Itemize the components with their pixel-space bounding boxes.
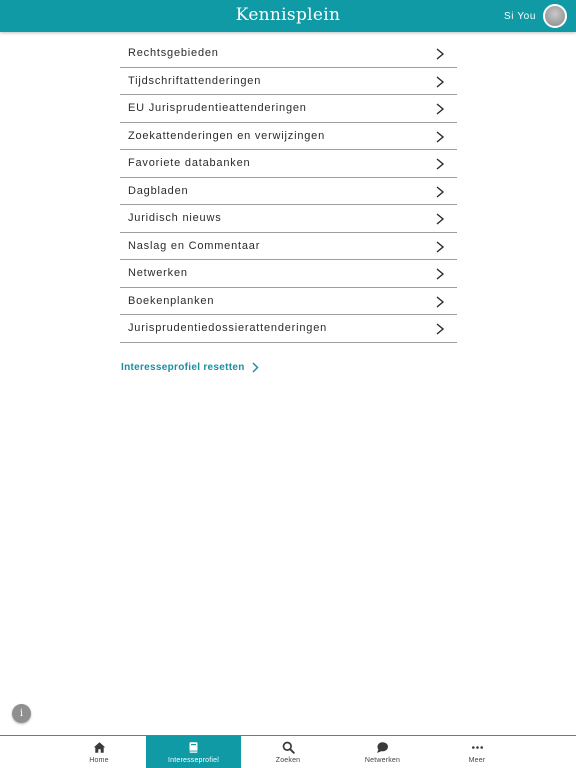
list-item-rechtsgebieden[interactable] xyxy=(120,40,457,68)
chevron-right-icon xyxy=(435,48,445,60)
list-item-label: Juridisch nieuws xyxy=(128,212,222,225)
list-item-juridisch-nieuws[interactable] xyxy=(120,205,457,233)
tab-label: Home xyxy=(89,757,109,764)
chevron-right-icon xyxy=(435,158,445,170)
reset-profile-label: Interesseprofiel resetten xyxy=(121,362,245,373)
top-bar xyxy=(0,0,576,32)
chevron-right-icon xyxy=(435,296,445,308)
interest-profile-list xyxy=(120,40,457,343)
tab-home[interactable] xyxy=(52,736,146,768)
list-item-label: EU Jurisprudentieattenderingen xyxy=(128,102,307,115)
tab-netwerken[interactable] xyxy=(335,736,430,768)
list-item-boekenplanken[interactable] xyxy=(120,288,457,316)
list-item-label: Dagbladen xyxy=(128,184,189,197)
info-button[interactable]: i xyxy=(12,704,31,723)
tab-interesseprofiel[interactable] xyxy=(146,736,241,768)
tab-label: Interesseprofiel xyxy=(167,757,220,764)
chevron-right-icon xyxy=(435,186,445,198)
chevron-right-icon xyxy=(435,213,445,225)
chevron-right-icon xyxy=(435,241,445,253)
list-item-netwerken[interactable] xyxy=(120,260,457,288)
list-item-jurisprudentiedossierattenderingen[interactable] xyxy=(120,315,457,343)
search-icon xyxy=(282,741,295,754)
tab-meer[interactable] xyxy=(430,736,524,768)
list-item-eu-jurisprudentieattenderingen[interactable] xyxy=(120,95,457,123)
chevron-right-icon xyxy=(435,103,445,115)
list-item-favoriete-databanken[interactable] xyxy=(120,150,457,178)
tab-zoeken[interactable] xyxy=(241,736,335,768)
list-item-naslag-en-commentaar[interactable] xyxy=(120,233,457,261)
book-icon xyxy=(187,741,200,754)
avatar[interactable] xyxy=(543,4,567,28)
chevron-right-icon xyxy=(435,323,445,335)
list-item-label: Favoriete databanken xyxy=(128,157,251,170)
list-item-zoekattenderingen[interactable] xyxy=(120,123,457,151)
chevron-right-icon xyxy=(435,268,445,280)
tab-label: Netwerken xyxy=(364,757,401,764)
list-item-label: Jurisprudentiedossierattenderingen xyxy=(128,322,328,335)
home-icon xyxy=(93,741,106,754)
bottom-tab-bar xyxy=(0,735,576,768)
list-item-label: Tijdschriftattenderingen xyxy=(128,74,262,87)
list-item-tijdschriftattenderingen[interactable] xyxy=(120,68,457,96)
more-dots-icon xyxy=(471,741,484,754)
reset-profile-link[interactable] xyxy=(121,362,259,373)
app-title: Kennisplein xyxy=(235,5,341,25)
list-item-label: Boekenplanken xyxy=(128,294,215,307)
chevron-right-icon xyxy=(435,131,445,143)
list-item-label: Naslag en Commentaar xyxy=(128,239,261,252)
user-name[interactable]: Si You xyxy=(504,10,536,22)
list-item-dagbladen[interactable] xyxy=(120,178,457,206)
tab-label: Meer xyxy=(468,757,486,764)
user-menu[interactable] xyxy=(504,4,567,28)
tab-label: Zoeken xyxy=(275,757,301,764)
chat-bubble-icon xyxy=(376,741,389,754)
chevron-right-icon xyxy=(435,76,445,88)
list-item-label: Rechtsgebieden xyxy=(128,47,219,60)
list-item-label: Zoekattenderingen en verwijzingen xyxy=(128,129,326,142)
list-item-label: Netwerken xyxy=(128,267,188,280)
chevron-right-icon xyxy=(251,362,259,373)
